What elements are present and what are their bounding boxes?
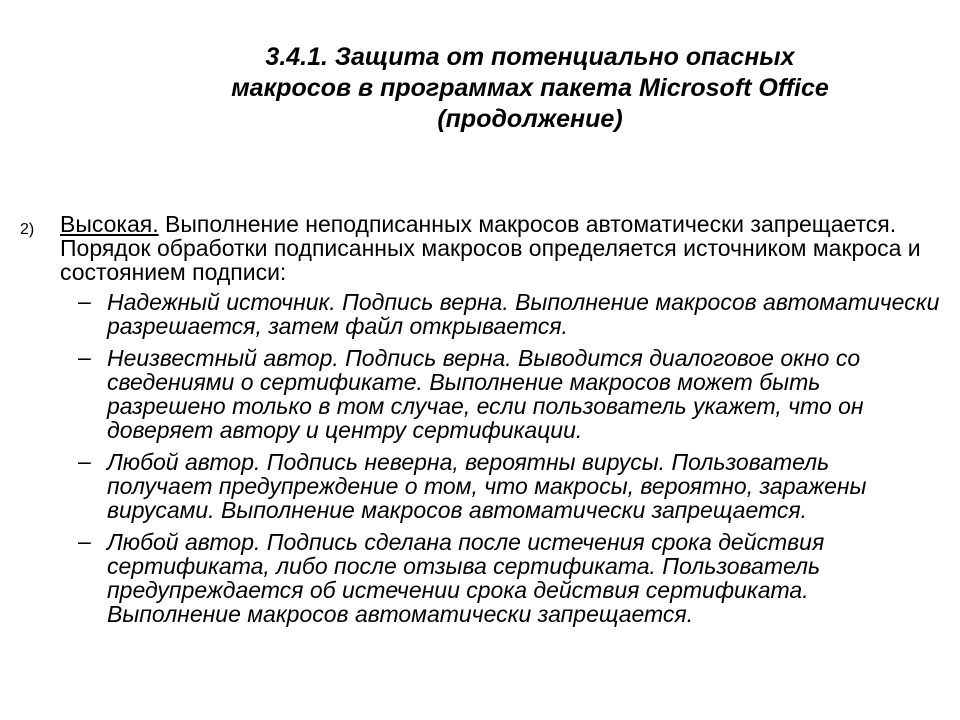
sub-item-unknown-author (20, 346, 940, 442)
dash-bullet: – (78, 288, 91, 314)
sub-item-text: Неизвестный автор. Подпись верна. Выводится диалоговое окно со сведениями о сертификате. Выполнение макросов может быть разрешено только в том случае, если пользователь укажет, что он доверяет автору и центру сертификации. (107, 345, 864, 443)
sub-item-text: Любой автор. Подпись сделана после истечения срока действия сертификата, либо после отзыва сертификата. Пользователь предупреждается об истечении срока действия сертификата. Выполнение макросов автоматически запрещается. (107, 529, 825, 627)
dash-bullet: – (78, 344, 91, 370)
sub-item-text: Надежный источник. Подпись верна. Выполнение макросов автоматически разрешается, затем файл открывается. (107, 289, 940, 339)
sub-item-text: Любой автор. Подпись неверна, вероятны вирусы. Пользователь получает предупреждение о том, что макросы, вероятно, заражены вирусами. Выполнение макросов автоматически запрещается. (107, 449, 867, 523)
sub-list (20, 290, 940, 626)
item-number: 2) (20, 221, 35, 238)
item-lead: Высокая. (60, 211, 159, 237)
title-line-1: 3.4.1. Защита от потенциально опасных (265, 43, 795, 71)
list-item-high (20, 212, 940, 634)
sub-item-trusted-source (20, 290, 940, 338)
title-line-3: (продолжение) (437, 105, 623, 133)
title-line-2: макросов в программах пакета Microsoft Office (231, 74, 829, 102)
sub-item-expired-certificate (20, 530, 940, 626)
item-text (60, 212, 940, 284)
item-body: Выполнение неподписанных макросов автоматически запрещается. Порядок обработки подписанных макросов определяется источником макроса и состоянием подписи: (60, 211, 921, 285)
sub-item-invalid-signature (20, 450, 940, 522)
slide-title (130, 42, 930, 135)
dash-bullet: – (78, 528, 91, 554)
dash-bullet: – (78, 448, 91, 474)
